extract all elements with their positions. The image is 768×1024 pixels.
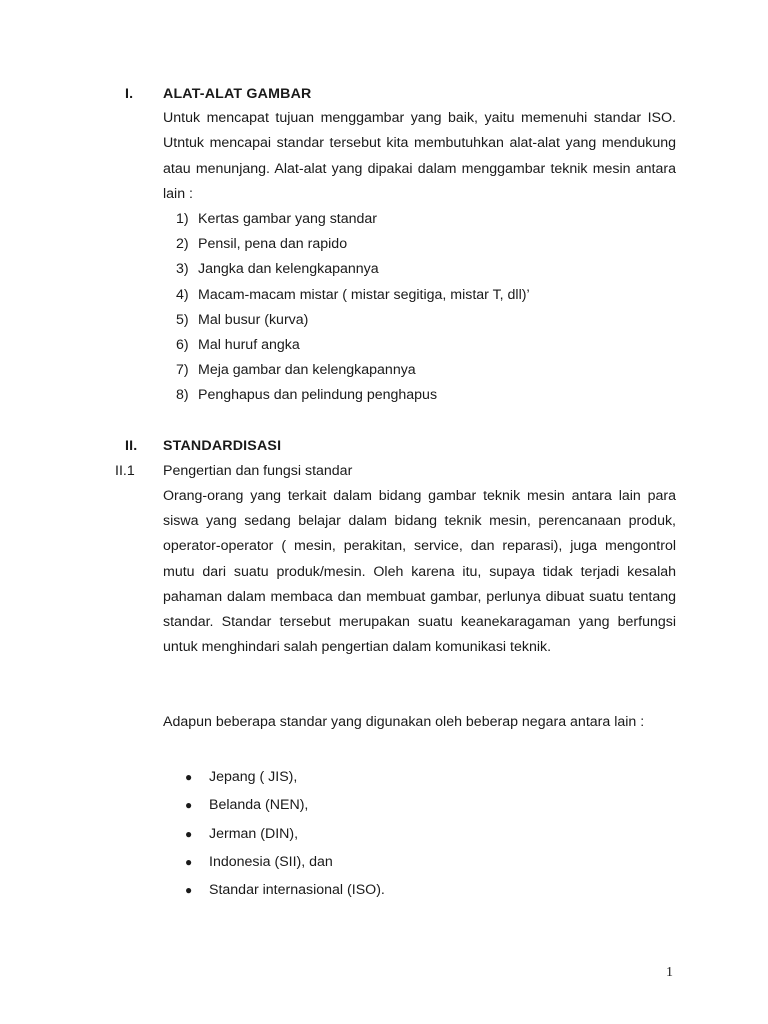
list-item — [176, 283, 530, 308]
bullet-text: Belanda (NEN), — [209, 797, 309, 814]
list-item — [176, 333, 530, 358]
section-1-intro: Untuk mencapat tujuan menggambar yang baik, yaitu memenuhi standar ISO. Utntuk mencapai standar tersebut kita membutuhkan alat-alat yang mendukung atau menunjang. Alat-alat yang dipakai dalam menggambar teknik mesin antara lain : — [163, 110, 676, 202]
section-2-number: II. — [125, 438, 138, 454]
list-item — [176, 308, 530, 333]
bullet-icon: ● — [185, 883, 193, 898]
list-item-text: Kertas gambar yang standar — [198, 211, 378, 227]
list-item-text: Meja gambar dan kelengkapannya — [198, 362, 416, 379]
list-item — [176, 207, 530, 232]
section-2-title: STANDARDISASI — [163, 438, 282, 454]
list-item — [176, 358, 530, 383]
bullet-item — [185, 820, 385, 848]
section-2-paragraph-2: Adapun beberapa standar yang digunakan oleh beberap negara antara lain : — [163, 714, 645, 730]
bullet-text: Standar internasional (ISO). — [209, 882, 385, 899]
bullet-icon: ● — [185, 826, 193, 841]
bullet-item — [185, 848, 385, 876]
section-1-number: I. — [125, 86, 134, 102]
list-item-text: Mal busur (kurva) — [198, 311, 309, 328]
bullet-icon: ● — [185, 854, 193, 869]
list-item-number: 3) — [176, 261, 189, 278]
list-item-text: Jangka dan kelengkapannya — [198, 261, 379, 278]
bullet-text: Indonesia (SII), dan — [209, 853, 333, 870]
bullet-item — [185, 763, 385, 791]
list-item-text: Penghapus dan pelindung penghapus — [198, 387, 438, 404]
list-item-number: 8) — [176, 387, 189, 404]
list-item-number: 4) — [176, 286, 189, 303]
list-item-text: Macam-macam mistar ( mistar segitiga, mistar T, dll)’ — [198, 286, 530, 303]
bullet-item — [185, 876, 385, 904]
list-item-number: 5) — [176, 311, 189, 328]
bullet-icon: ● — [185, 798, 193, 813]
subsection-number: II.1 — [115, 463, 135, 479]
bullet-icon: ● — [185, 770, 193, 784]
subsection-title: Pengertian dan fungsi standar — [163, 463, 353, 479]
bullet-item — [185, 791, 385, 819]
list-item-text: Mal huruf angka — [198, 336, 300, 353]
list-item-number: 6) — [176, 336, 189, 353]
list-item-number: 7) — [176, 362, 189, 379]
tools-list — [176, 207, 530, 409]
list-item — [176, 232, 530, 257]
list-item — [176, 257, 530, 282]
standards-list — [185, 763, 385, 904]
bullet-text: Jepang ( JIS), — [209, 769, 298, 785]
list-item — [176, 383, 530, 408]
section-1-title: ALAT-ALAT GAMBAR — [163, 86, 312, 102]
list-item-number: 2) — [176, 236, 189, 253]
section-2-paragraph: Orang-orang yang terkait dalam bidang gambar teknik mesin antara lain para siswa yang sedang belajar dalam bidang teknik mesin, perencanaan produk, operator-operator ( mesin, perakitan, service, dan reparasi), juga mengontrol mutu dari suatu produk/mesin. Oleh karena itu, supaya tidak terjadi kesalah pahaman dalam membaca dan membuat gambar, perlunya dibuat suatu tentang standar. Standar tersebut merupakan suatu keanekaragaman yang berfungsi untuk menghindari salah pengertian dalam komunikasi teknik. — [163, 488, 676, 656]
bullet-text: Jerman (DIN), — [209, 825, 299, 842]
page-number: 1 — [666, 965, 673, 980]
list-item-number: 1) — [176, 211, 189, 227]
list-item-text: Pensil, pena dan rapido — [198, 236, 348, 253]
